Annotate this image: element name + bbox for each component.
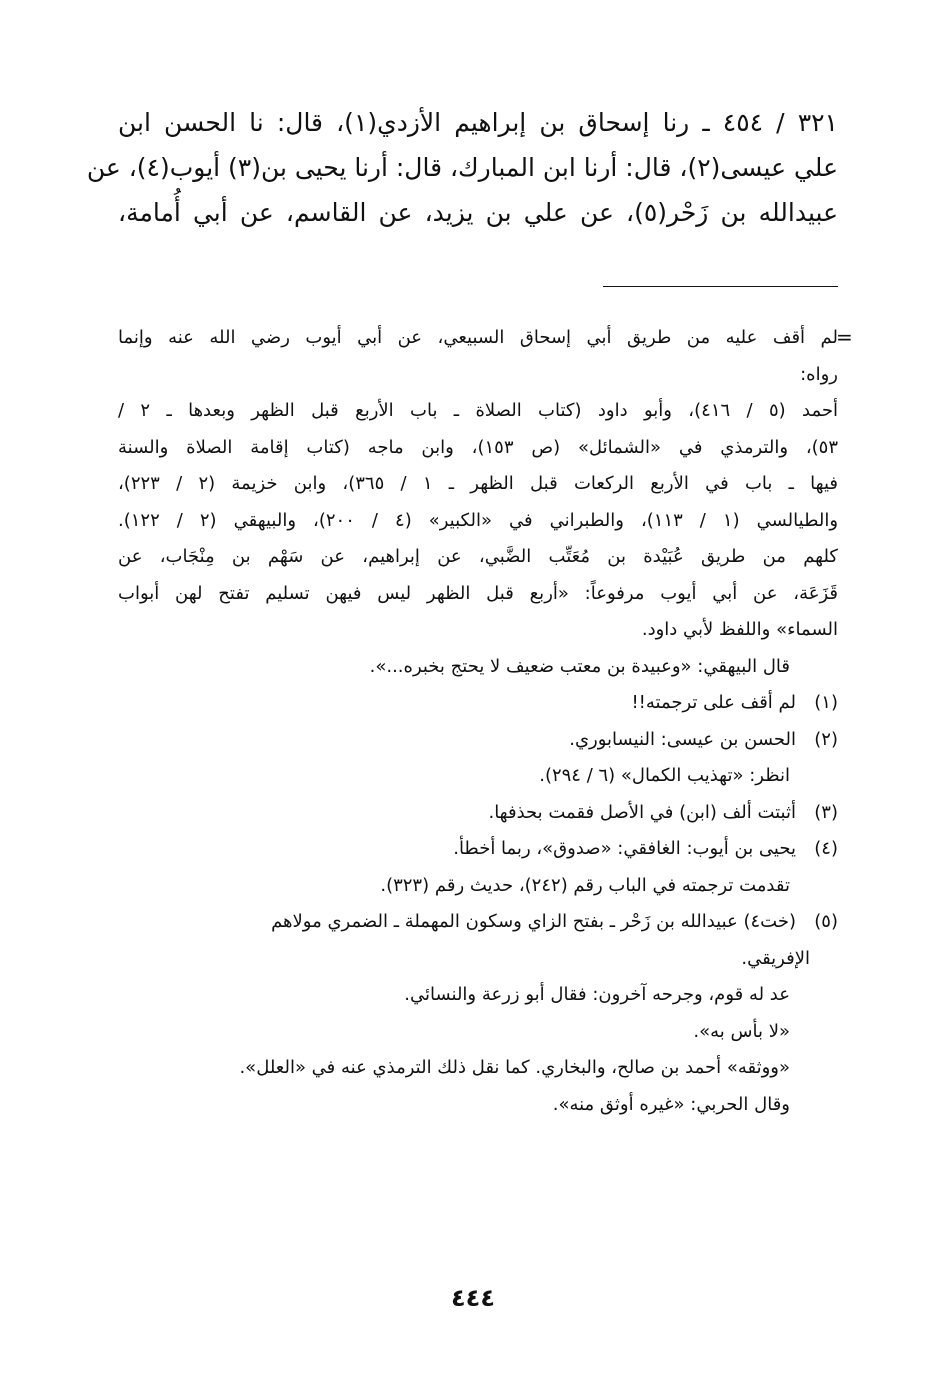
- footnote-divider: [603, 286, 838, 287]
- page-number: ٤٤٤: [451, 1284, 495, 1312]
- note-number: (٤): [814, 838, 838, 859]
- note-5-continuation: الإفريقي.: [741, 947, 810, 969]
- footnote-line: السماء» واللفظ لأبي داود.: [641, 619, 838, 640]
- note-number: (٢): [814, 728, 838, 750]
- note-text: لم أقف على ترجمته!!: [631, 692, 796, 713]
- note-text: أثبتت ألف (ابن) في الأصل فقمت بحذفها.: [488, 801, 796, 823]
- note-4: [118, 831, 838, 868]
- continuation-mark: =: [836, 325, 853, 349]
- note-5-continuation: عد له قوم، وجرحه آخرون: فقال أبو زرعة والنسائي.: [404, 984, 790, 1005]
- footnote-line: قَزَعَة، عن أبي أيوب مرفوعاً: «أربع قبل الظهر ليس فيهن تسليم تفتح لهن أبواب: [118, 582, 838, 604]
- footnote-line: ٥٣)، والترمذي في «الشمائل» (ص ١٥٣)، وابن ماجه (كتاب إقامة الصلاة والسنة: [118, 436, 839, 458]
- footnote-line: فيها ـ باب في الأربع الركعات قبل الظهر ـ ١ / ٣٦٥)، وابن خزيمة (٢ / ٢٢٣)،: [118, 473, 838, 494]
- note-5-continuation: «ووثقه» أحمد بن صالح، والبخاري. كما نقل ذلك الترمذي عنه في «العلل».: [239, 1057, 790, 1078]
- footnotes-block: [118, 320, 838, 1123]
- note-number: (٣): [814, 801, 838, 823]
- footnote-line: رواه:: [800, 363, 838, 385]
- note-text: الحسن بن عيسى: النيسابوري.: [569, 728, 796, 750]
- note-number: (١): [814, 692, 838, 713]
- footnote-line: لم أقف عليه من طريق أبي إسحاق السبيعي، عن أبي أيوب رضي الله عنه وإنما: [118, 327, 838, 348]
- note-2-continuation: انظر: «تهذيب الكمال» (٦ / ٢٩٤).: [539, 765, 790, 786]
- main-text-block: [86, 100, 839, 235]
- footnote-line: أحمد (٥ / ٤١٦)، وأبو داود (كتاب الصلاة ـ باب الأربع قبل الظهر وبعدها ـ ٢ /: [118, 400, 838, 421]
- note-text: يحيى بن أيوب: الغافقي: «صدوق»، ربما أخطأ.: [453, 838, 796, 859]
- footnote-line: كلهم من طريق عُبَيْدة بن مُعَتِّب الضَّبي، عن إبراهيم، عن سَهْم بن مِنْجَاب، عن: [118, 546, 838, 567]
- main-text-line: ٣٢١ / ٤٥٤ ـ رنا إسحاق بن إبراهيم الأزدي(١)، قال: نا الحسن ابن: [118, 108, 838, 137]
- note-3: [118, 795, 838, 832]
- note-text: (خت٤) عبيدالله بن زَحْر ـ بفتح الزاي وسكون المهملة ـ الضمري مولاهم: [271, 911, 796, 932]
- main-text-line: عبيدالله بن زَحْر(٥)، عن علي بن يزيد، عن القاسم، عن أبي أُمامة،: [118, 198, 839, 227]
- note-4-continuation: تقدمت ترجمته في الباب رقم (٢٤٢)، حديث رقم (٣٢٣).: [380, 874, 790, 896]
- note-5-continuation: «لا بأس به».: [693, 1020, 790, 1042]
- note-number: (٥): [814, 911, 838, 932]
- note-2: [118, 722, 838, 759]
- note-1: [118, 685, 838, 722]
- note-5: [118, 904, 838, 941]
- main-text-line: علي عيسى(٢)، قال: أرنا ابن المبارك، قال: أرنا يحيى بن(٣) أيوب(٤)، عن: [86, 153, 838, 182]
- note-5-continuation: وقال الحربي: «غيره أوثق منه».: [552, 1093, 790, 1115]
- footnote-line: قال البيهقي: «وعبيدة بن معتب ضعيف لا يحتج بخبره...».: [369, 655, 790, 677]
- footnote-line: والطيالسي (١ / ١١٣)، والطبراني في «الكبير» (٤ / ٢٠٠)، والبيهقي (٢ / ١٢٢).: [118, 509, 839, 531]
